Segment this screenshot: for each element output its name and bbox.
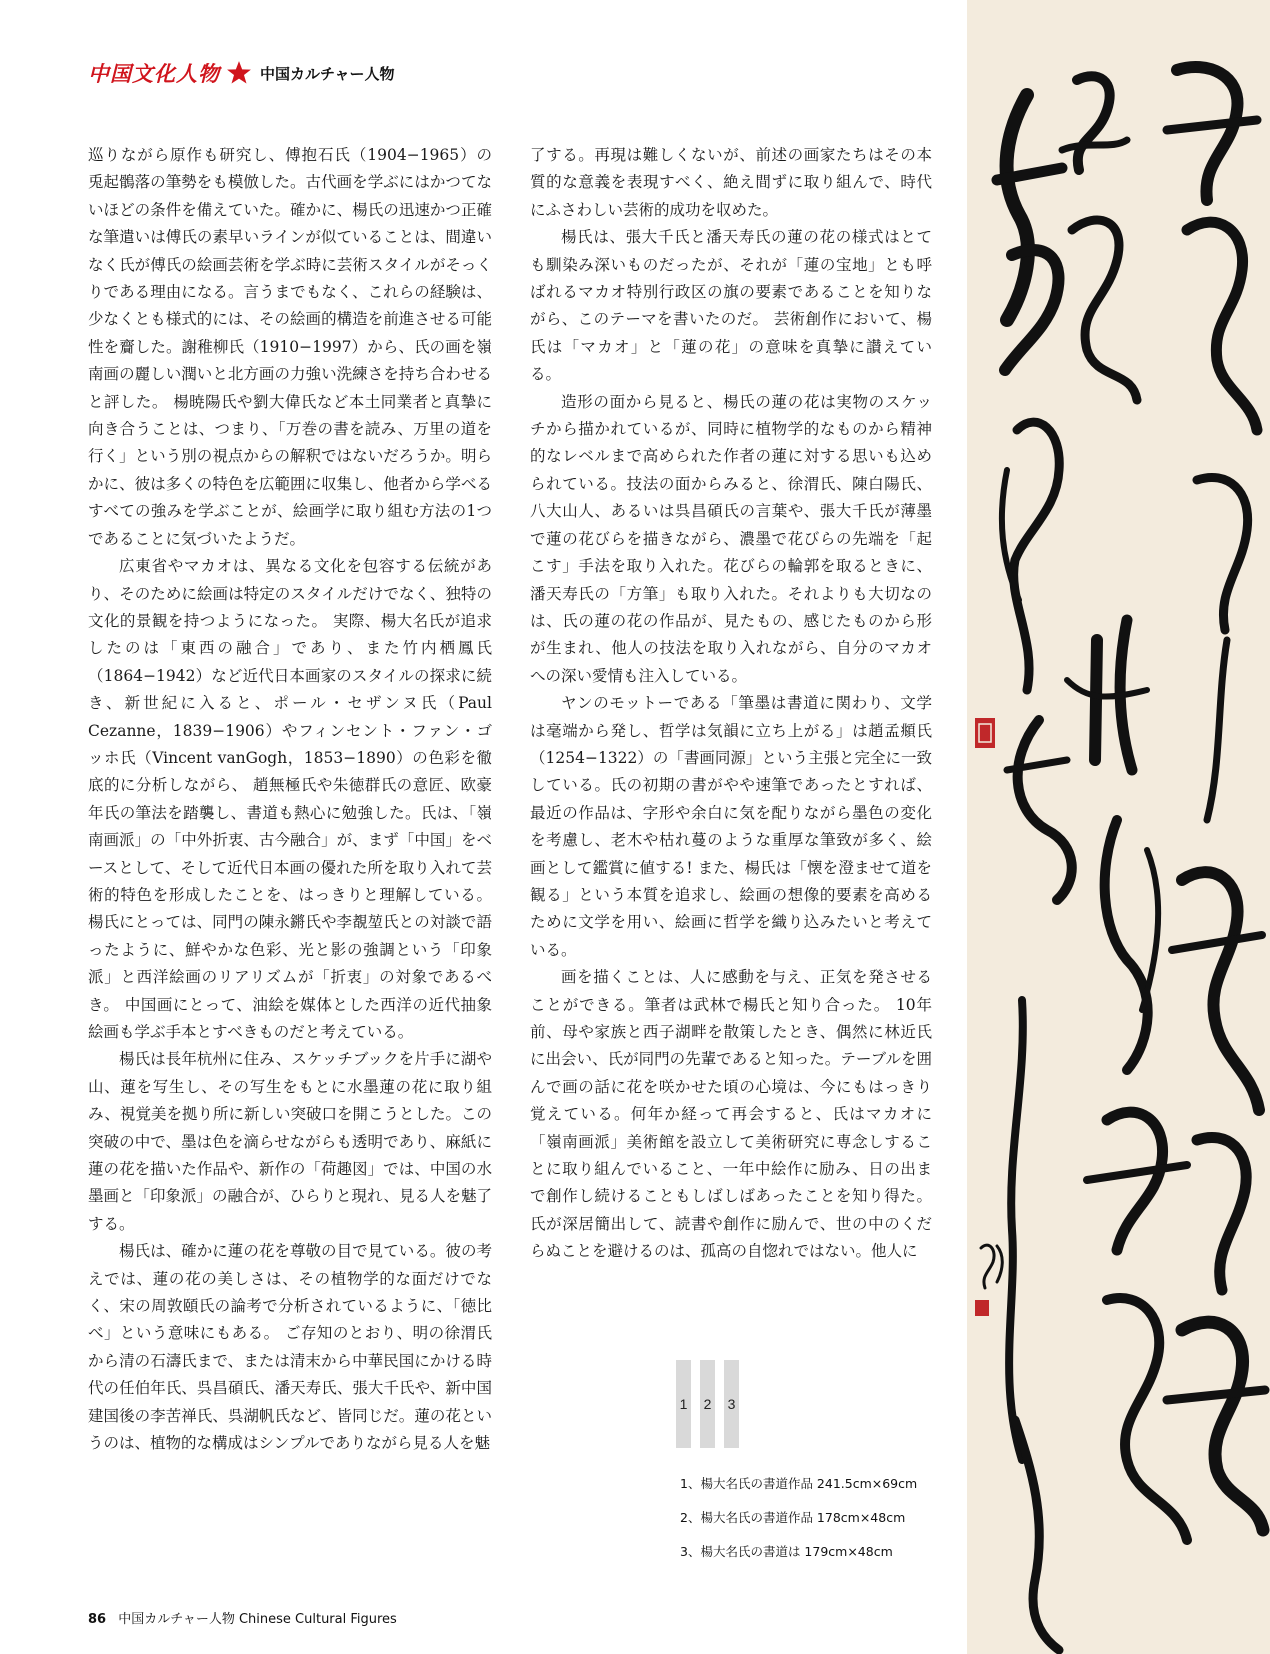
article-column-left [88,142,492,1562]
page-number: 86 [88,1612,107,1627]
paragraph: 楊氏は、張大千氏と潘天寿氏の蓮の花の様式はとても馴染み深いものだったが、それが「蓮の宝地」とも呼ばれるマカオ特別行政区の旗の要素であることを知りながら、このテーマを書いたのだ。 芸術創作において、楊氏は「マカオ」と「蓮の花」の意味を真摯に讃えている。 [530,228,932,384]
page-footer [88,1608,397,1627]
figure-captions [680,1474,917,1576]
paragraph: 楊氏は長年杭州に住み、スケッチブックを片手に湖や山、蓮を写生し、その写生をもとに水墨蓮の花に取り組み、視覚美を拠り所に新しい突破口を開こうとした。この突破の中で、墨は色を滴らせながらも透明であり、麻紙に蓮の花を描いた作品や、新作の「荷趣図」では、中国の水墨画と「印象派」の融合が、ひらりと現れ、見る人を魅了する。 [88,1050,492,1233]
paragraph: 了する。再現は難しくないが、前述の画家たちはその本質的な意義を表現すべく、絶え間ずに取り組んで、時代にふさわしい芸術的成功を収めた。 [530,146,932,219]
paragraph: ヤンのモットーである「筆墨は書道に関わり、文学は毫端から発し、哲学は気韻に立ち上がる」は趙孟頫氏（1254−1322）の「書画同源」という主張と完全に一致している。氏の初期の書がやや速筆であったとすれば、最近の作品は、字形や余白に気を配りながら墨色の変化を考慮し、老木や枯れ蔓のような重厚な筆致が多く、絵画として鑑賞に値する! また、楊氏は「懐を澄ませて道を観る」という本質を追求し、絵画の想像的要素を高めるために文学を用い、絵画に哲学を織り込みたいと考えている。 [530,694,932,959]
red-seal-stamp [975,1300,989,1316]
figure-number-bar [700,1360,715,1448]
paragraph: 広東省やマカオは、異なる文化を包容する伝統があり、そのために絵画は特定のスタイルだけでなく、独特の文化的景観を持つようになった。 実際、楊大名氏が追求したのは「東西の融合」であり、また竹内栖鳳氏（1864−1942）など近代日本画家のスタイルの探求に続き、新世紀に入ると、ポール・セザンヌ氏（Paul Cezanne，1839−1906）やフィンセント・ファン・ゴッホ氏（Vincent vanGogh，1853−1890）の色彩を徹底的に分析しながら、 趙無極氏や朱徳群氏の意匠、欧豪年氏の筆法を踏襲し、書道も熱心に勉強した。氏は、「嶺南画派」の「中外折衷、古今融合」が、まず「中国」をベースとして、そして近代日本画の優れた所を取り入れて芸術的特色を形成したことを、はっきりと理解している。 楊氏にとっては、同門の陳永鏘氏や李覩堃氏との対談で語ったように、鮮やかな色彩、光と影の強調という「印象派」と西洋絵画のリアリズムが「折衷」の対象であるべき。 中国画にとって、油絵を媒体とした西洋の近代抽象絵画も学ぶ手本とすべきものだと考えている。 [88,557,492,1041]
red-seal-stamp [975,718,995,748]
figure-caption: 1、楊大名氏の書道作品 241.5cm×69cm [680,1476,918,1491]
figure-number: 3 [727,1396,736,1412]
page-header [88,56,395,90]
paragraph: 造形の面から見ると、楊氏の蓮の花は実物のスケッチから描かれているが、同時に植物学的なものから精神的なレベルまで高められた作者の蓮に対する思いも込められている。技法の面からみると、徐渭氏、陳白陽氏、八大山人、あるいは呉昌碩氏の言葉や、張大千氏が薄墨で蓮の花びらを描きながら、濃墨で花びらの先端を「起こす」手法を取り入れた。花びらの輪郭を取るときに、潘天寿氏の「方筆」も取り入れた。それよりも大切なのは、氏の蓮の花の作品が、見たもの、感じたものから形が生まれ、他人の技法を取り入れながら、自分のマカオへの深い愛情も注入している。 [530,392,932,685]
figure-caption: 2、楊大名氏の書道作品 178cm×48cm [680,1510,906,1525]
figure-caption: 3、楊大名氏の書道は 179cm×48cm [680,1544,893,1559]
magazine-brand-chinese: 中国文化人物 [88,61,220,86]
magazine-section-japanese: 中国カルチャー人物 [260,64,395,83]
figure-number: 1 [679,1396,688,1412]
calligraphy-scroll-image [967,0,1270,1654]
figure-number-strip [676,1360,739,1448]
figure-number-bar [676,1360,691,1448]
footer-title: 中国カルチャー人物 Chinese Cultural Figures [118,1612,397,1627]
figure-number: 2 [703,1396,712,1412]
figure-number-bar [724,1360,739,1448]
paragraph: 巡りながら原作も研究し、傅抱石氏（1904−1965）の 兎起鶻落の筆勢をも模倣した。古代画を学ぶにはかつてないほどの条件を備えていた。確かに、楊氏の迅速かつ正確な筆遣いは傅氏の素早いラインが似ていることは、間違いなく氏が傅氏の絵画芸術を学ぶ時に芸術スタイルがそっくりである理由になる。言うまでもなく、これらの経験は、少なくとも様式的には、その絵画的構造を前進させる可能性を齎した。謝稚柳氏（1910−1997）から、氏の画を嶺南画の麗しい潤いと北方画の力強い洗練さを持ち合わせると評した。 楊暁陽氏や劉大偉氏など本土同業者と真摯に向き合うことは、つまり、「万巻の書を読み、万里の道を行く」という別の視点からの解釈ではないだろうか。明らかに、彼は多くの特色を広範囲に収集し、他者から学べるすべての強みを学ぶことが、絵画学に取り組む方法の1つであることに気づいたようだ。 [88,146,492,548]
star-icon [226,60,252,86]
calligraphy-artwork [967,0,1270,1654]
paragraph: 画を描くことは、人に感動を与え、正気を発させることができる。筆者は武林で楊氏と知り合った。 10年前、母や家族と西子湖畔を散策したとき、偶然に林近氏に出会い、氏が同門の先輩であると知った。テーブルを囲んで画の話に花を咲かせた頃の心境は、今にもはっきり覚えている。何年か経って再会すると、氏はマカオに「嶺南画派」美術館を設立して美術研究に専念しすることに取り組んでいること、一年中絵作に励み、日の出まで創作し続けることもしばしばあったことを知り得た。 氏が深居簡出して、読書や創作に励んで、世の中のくだらぬことを避けるのは、孤高の自惚れではない。他人に [530,968,932,1261]
paragraph: 楊氏は、確かに蓮の花を尊敬の目で見ている。彼の考えでは、蓮の花の美しさは、その植物学的な面だけでなく、宋の周敦頤氏の論考で分析されているように、「徳比べ」という意味にもある。 ご存知のとおり、明の徐渭氏から清の石濤氏まで、または清末から中華民国にかける時代の任伯年氏、呉昌碩氏、潘天寿氏、張大千氏や、新中国建国後の李苦禅氏、呉湖帆氏など、皆同じだ。蓮の花というのは、植物的な構成はシンプルでありながら見る人を魅 [88,1242,492,1453]
article-column-middle [530,142,932,1317]
